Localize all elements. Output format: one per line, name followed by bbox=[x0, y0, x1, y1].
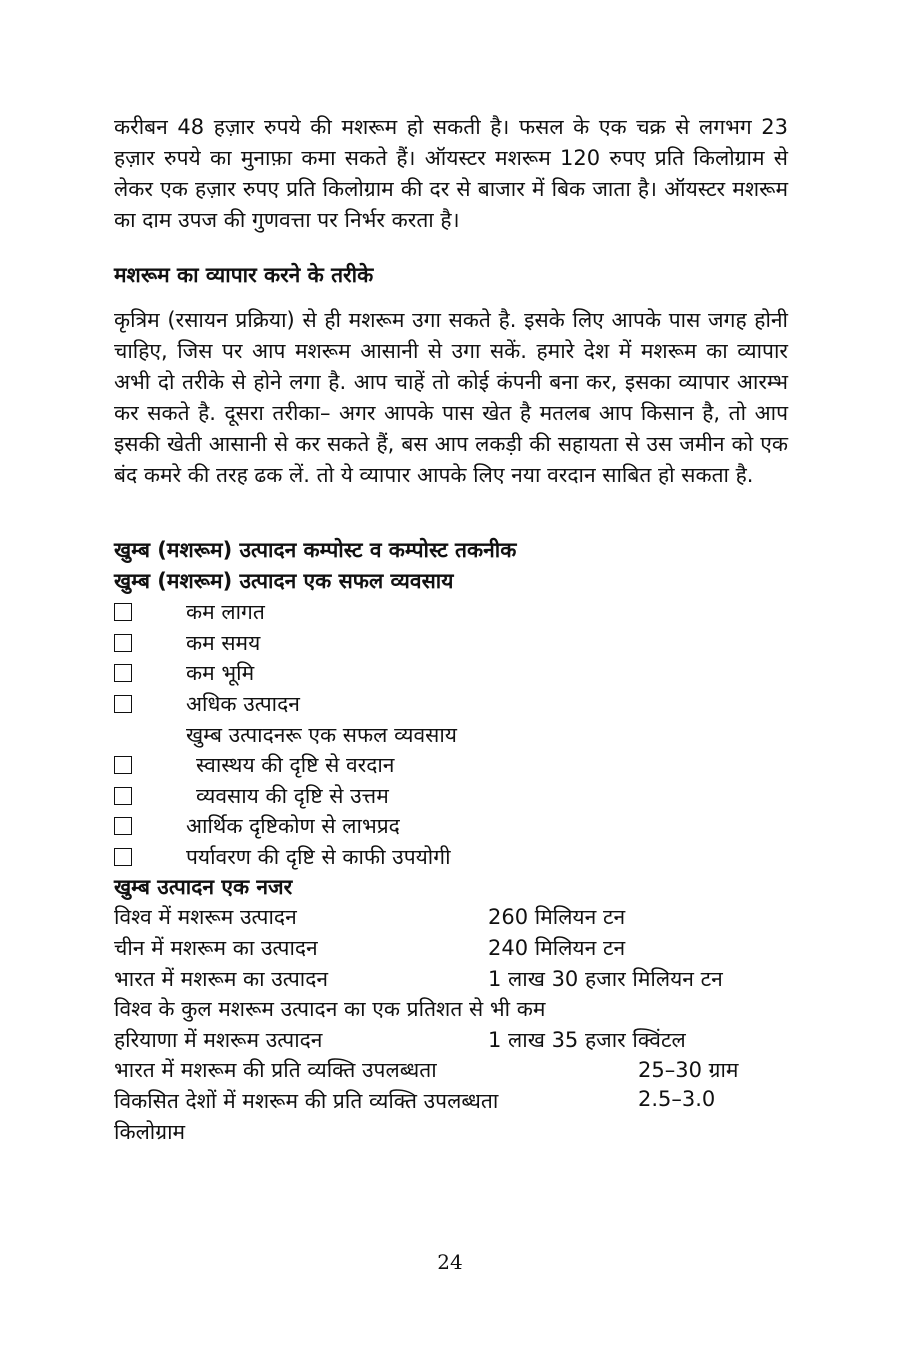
checklist-item bbox=[114, 842, 788, 873]
trade-paragraph: कृत्रिम (रसायन प्रक्रिया) से ही मशरूम उगा सकते है. इसके लिए आपके पास जगह होनी चाहिए, जिस पर आप मशरूम आसानी से उगा सकें. हमारे देश में मशरूम का व्यापार अभी दो तरीके से होने लगा है. आप चाहें तो कोई कंपनी बना कर, इसका व्यापार आरम्भ कर सकते है. दूसरा तरीका– अगर आपके पास खेत है मतलब आप किसान है, तो आप इसकी खेती आसानी से कर सकते हैं, बस आप लकड़ी की सहायता से उस जमीन को एक बंद कमरे की तरह ढक लें. तो ये व्यापार आपके लिए नया वरदान साबित हो सकता है. bbox=[114, 308, 788, 487]
checkbox[interactable] bbox=[114, 634, 132, 652]
compost-heading: खुम्ब (मशरूम) उत्पादन कम्पोस्ट व कम्पोस्ट तकनीक bbox=[114, 538, 517, 562]
checklist-item bbox=[114, 750, 788, 781]
stat-row bbox=[114, 1118, 788, 1149]
checklist-item bbox=[114, 719, 788, 750]
stat-value: 1 लाख 35 हजार क्विंटल bbox=[488, 1027, 686, 1052]
page-content bbox=[114, 112, 788, 1148]
stat-label: भारत में मशरूम का उत्पादन bbox=[114, 966, 329, 991]
stat-row bbox=[114, 995, 788, 1026]
checkbox-spacer bbox=[114, 726, 132, 744]
stat-label: किलोग्राम bbox=[114, 1119, 186, 1144]
stat-value: 2.5–3.0 bbox=[638, 1086, 716, 1111]
stats-table bbox=[114, 903, 788, 1148]
stat-label: भारत में मशरूम की प्रति व्यक्ति उपलब्धता bbox=[114, 1058, 437, 1083]
intro-paragraph: करीबन 48 हज़ार रुपये की मशरूम हो सकती है। फसल के एक चक्र से लगभग 23 हज़ार रुपये का मुनाफ़ा कमा सकते हैं। ऑयस्टर मशरूम 120 रुपए प्रति किलोग्राम से लेकर एक हज़ार रुपए प्रति किलोग्राम की दर से बाजार में बिक जाता है। ऑयस्टर मशरूम का दाम उपज की गुणवत्ता पर निर्भर करता है। bbox=[114, 115, 788, 232]
checklist-item bbox=[114, 597, 788, 628]
checklist-item-label: कम समय bbox=[186, 630, 261, 655]
checklist-item-label: पर्यावरण की दृष्टि से काफी उपयोगी bbox=[186, 845, 451, 870]
stat-row bbox=[114, 965, 788, 996]
stat-row bbox=[114, 903, 788, 934]
checklist-item-label: कम भूमि bbox=[186, 661, 255, 686]
stat-row bbox=[114, 1056, 788, 1087]
checklist-item bbox=[114, 628, 788, 659]
checklist-item-label: आर्थिक दृष्टिकोण से लाभप्रद bbox=[186, 814, 400, 839]
stat-label: विश्व में मशरूम उत्पादन bbox=[114, 905, 297, 930]
stat-value: 1 लाख 30 हजार मिलियन टन bbox=[488, 966, 723, 991]
checkbox[interactable] bbox=[114, 756, 132, 774]
stat-row bbox=[114, 1026, 788, 1057]
checkbox[interactable] bbox=[114, 664, 132, 682]
stat-value: 260 मिलियन टन bbox=[488, 905, 626, 930]
checklist-item bbox=[114, 658, 788, 689]
checklist-item-label: स्वास्थय की दृष्टि से वरदान bbox=[196, 753, 395, 778]
business-heading: खुम्ब (मशरूम) उत्पादन एक सफल व्यवसाय bbox=[114, 569, 454, 593]
checklist-item bbox=[114, 811, 788, 842]
checklist-item-label: खुम्ब उत्पादनरू एक सफल व्यवसाय bbox=[186, 722, 457, 747]
trade-heading: मशरूम का व्यापार करने के तरीके bbox=[114, 263, 374, 287]
benefit-checklist bbox=[114, 597, 788, 872]
checklist-item bbox=[114, 689, 788, 720]
stat-label: हरियाणा में मशरूम उत्पादन bbox=[114, 1027, 323, 1052]
stat-value: 240 मिलियन टन bbox=[488, 935, 626, 960]
checkbox[interactable] bbox=[114, 603, 132, 621]
checklist-item bbox=[114, 781, 788, 812]
page-number: 24 bbox=[437, 1250, 463, 1274]
stat-label: विकसित देशों में मशरूम की प्रति व्यक्ति उपलब्धता bbox=[114, 1088, 499, 1113]
stat-label: चीन में मशरूम का उत्पादन bbox=[114, 935, 318, 960]
stat-value: 25–30 ग्राम bbox=[638, 1058, 739, 1083]
checklist-item-label: कम लागत bbox=[186, 600, 265, 625]
stat-label: विश्व के कुल मशरूम उत्पादन का एक प्रतिशत से भी कम bbox=[114, 997, 546, 1022]
stats-heading: खुम्ब उत्पादन एक नजर bbox=[114, 875, 293, 900]
checkbox[interactable] bbox=[114, 695, 132, 713]
checkbox[interactable] bbox=[114, 817, 132, 835]
stat-row bbox=[114, 1087, 788, 1118]
checkbox[interactable] bbox=[114, 787, 132, 805]
stat-row bbox=[114, 934, 788, 965]
checkbox[interactable] bbox=[114, 848, 132, 866]
checklist-item-label: अधिक उत्पादन bbox=[186, 692, 300, 717]
checklist-item-label: व्यवसाय की दृष्टि से उत्तम bbox=[196, 783, 389, 808]
